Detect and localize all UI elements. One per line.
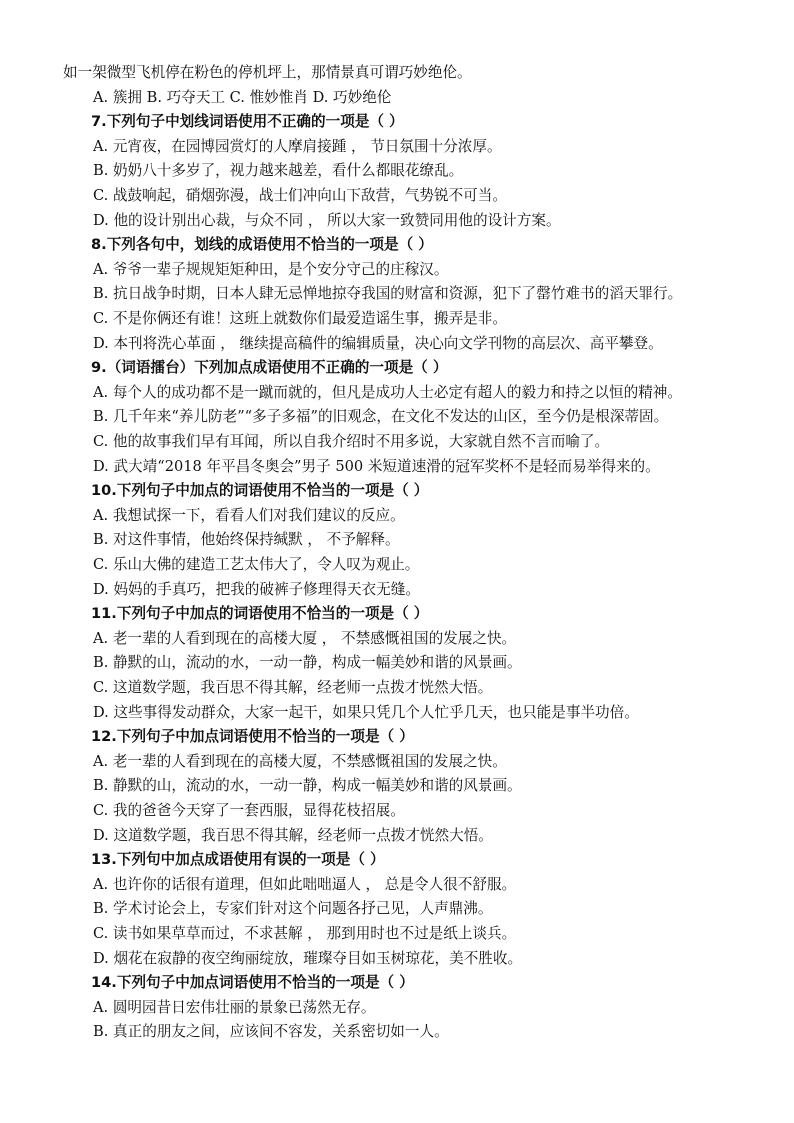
answer-option: A. 每个人的成功都不是一蹴而就的，但凡是成功人士必定有超人的毅力和持之以恒的精神。 bbox=[93, 383, 682, 401]
answer-option: D. 他的设计别出心裁，与众不同 ， 所以大家一致赞同用他的设计方案。 bbox=[93, 211, 561, 229]
answer-option: D. 烟花在寂静的夜空绚丽绽放，璀璨夺目如玉树琼花，美不胜收。 bbox=[93, 949, 523, 967]
answer-option: A. 圆明园昔日宏伟壮丽的景象已荡然无存。 bbox=[93, 998, 376, 1016]
question-heading: 7.下列句子中划线词语使用不正确的一项是（ ） bbox=[91, 113, 404, 131]
answer-option: A. 元宵夜，在园博园赏灯的人摩肩接踵 ， 节日氛围十分浓厚。 bbox=[93, 137, 502, 155]
answer-option: D. 妈妈的手真巧，把我的破裤子修理得天衣无缝。 bbox=[93, 580, 420, 598]
answer-option: A. 爷爷一辈子规规矩矩种田，是个安分守己的庄稼汉。 bbox=[93, 260, 449, 278]
answer-option: B. 静默的山，流动的水，一动一静，构成一幅美妙和谐的风景画。 bbox=[93, 777, 522, 795]
answer-option: A. 簇拥 B. 巧夺天工 C. 惟妙惟肖 D. 巧妙绝伦 bbox=[93, 88, 392, 106]
answer-option: D. 武大靖“2018 年平昌冬奥会”男子 500 米短道速滑的冠军奖杯不是轻而易举得来的。 bbox=[93, 457, 660, 475]
continued-text: 如一架微型飞机停在粉色的停机坪上，那情景真可谓巧妙绝伦。 bbox=[63, 64, 472, 81]
answer-option: B. 抗日战争时期，日本人肆无忌惮地掠夺我国的财富和资源，犯下了罄竹难书的滔天罪行。 bbox=[93, 285, 683, 303]
question-heading: 13.下列句中加点成语使用有误的一项是（ ） bbox=[91, 851, 385, 869]
answer-option: C. 我的爸爸今天穿了一套西服，显得花枝招展。 bbox=[93, 802, 405, 819]
question-heading: 11.下列句子中加点的词语使用不恰当的一项是（ ） bbox=[91, 605, 429, 623]
answer-option: C. 这道数学题，我百思不得其解，经老师一点拨才恍然大悟。 bbox=[93, 679, 493, 696]
answer-option: B. 静默的山，流动的水，一动一静，构成一幅美妙和谐的风景画。 bbox=[93, 654, 522, 672]
question-heading: 12.下列句子中加点词语使用不恰当的一项是（ ） bbox=[91, 728, 414, 746]
question-heading: 8.下列各句中，划线的成语使用不恰当的一项是（ ） bbox=[91, 236, 433, 254]
answer-option: B. 奶奶八十多岁了，视力越来越差，看什么都眼花缭乱。 bbox=[93, 162, 464, 180]
answer-option: D. 这些事得发动群众，大家一起干，如果只凭几个人忙乎几天，也只能是事半功倍。 bbox=[93, 703, 639, 721]
answer-option: B. 几千年来“养儿防老”“多子多福”的旧观念，在文化不发达的山区，至今仍是根深蒂固。 bbox=[93, 408, 669, 426]
question-heading: 10.下列句子中加点的词语使用不恰当的一项是（ ） bbox=[91, 482, 429, 500]
answer-option: C. 读书如果草草而过，不求甚解 ， 那到用时也不过是纸上谈兵。 bbox=[93, 925, 517, 942]
question-heading: 9.（词语擂台）下列加点成语使用不正确的一项是（ ） bbox=[91, 359, 448, 377]
answer-option: C. 战鼓响起，硝烟弥漫，战士们冲向山下敌营，气势锐不可当。 bbox=[93, 187, 507, 204]
question-heading: 14.下列句子中加点词语使用不恰当的一项是（ ） bbox=[91, 974, 414, 992]
answer-option: C. 他的故事我们早有耳闻，所以自我介绍时不用多说，大家就自然不言而喻了。 bbox=[93, 433, 610, 450]
answer-option: A. 也许你的话很有道理，但如此咄咄逼人 ， 总是令人很不舒服。 bbox=[93, 875, 517, 893]
answer-option: B. 真正的朋友之间，应该间不容发，关系密切如一人。 bbox=[93, 1023, 449, 1041]
answer-option: B. 对这件事情，他始终保持缄默 ， 不予解释。 bbox=[93, 531, 400, 549]
answer-option: A. 我想试探一下，看看人们对我们建议的反应。 bbox=[93, 506, 405, 524]
answer-option: A. 老一辈的人看到现在的高楼大厦 ， 不禁感慨祖国的发展之快。 bbox=[93, 629, 517, 647]
answer-option: D. 本刊将洗心革面 ， 继续提高稿件的编辑质量，决心向文学刊物的高层次、高平攀登。 bbox=[93, 334, 663, 352]
answer-option: B. 学术讨论会上，专家们针对这个问题各抒己见，人声鼎沸。 bbox=[93, 900, 493, 918]
answer-option: C. 乐山大佛的建造工艺太伟大了，令人叹为观止。 bbox=[93, 556, 420, 573]
answer-option: C. 不是你俩还有谁！这班上就数你们最爱造谣生事，搬弄是非。 bbox=[93, 310, 507, 327]
answer-option: A. 老一辈的人看到现在的高楼大厦，不禁感慨祖国的发展之快。 bbox=[93, 752, 507, 770]
answer-option: D. 这道数学题，我百思不得其解，经老师一点拨才恍然大悟。 bbox=[93, 826, 493, 844]
